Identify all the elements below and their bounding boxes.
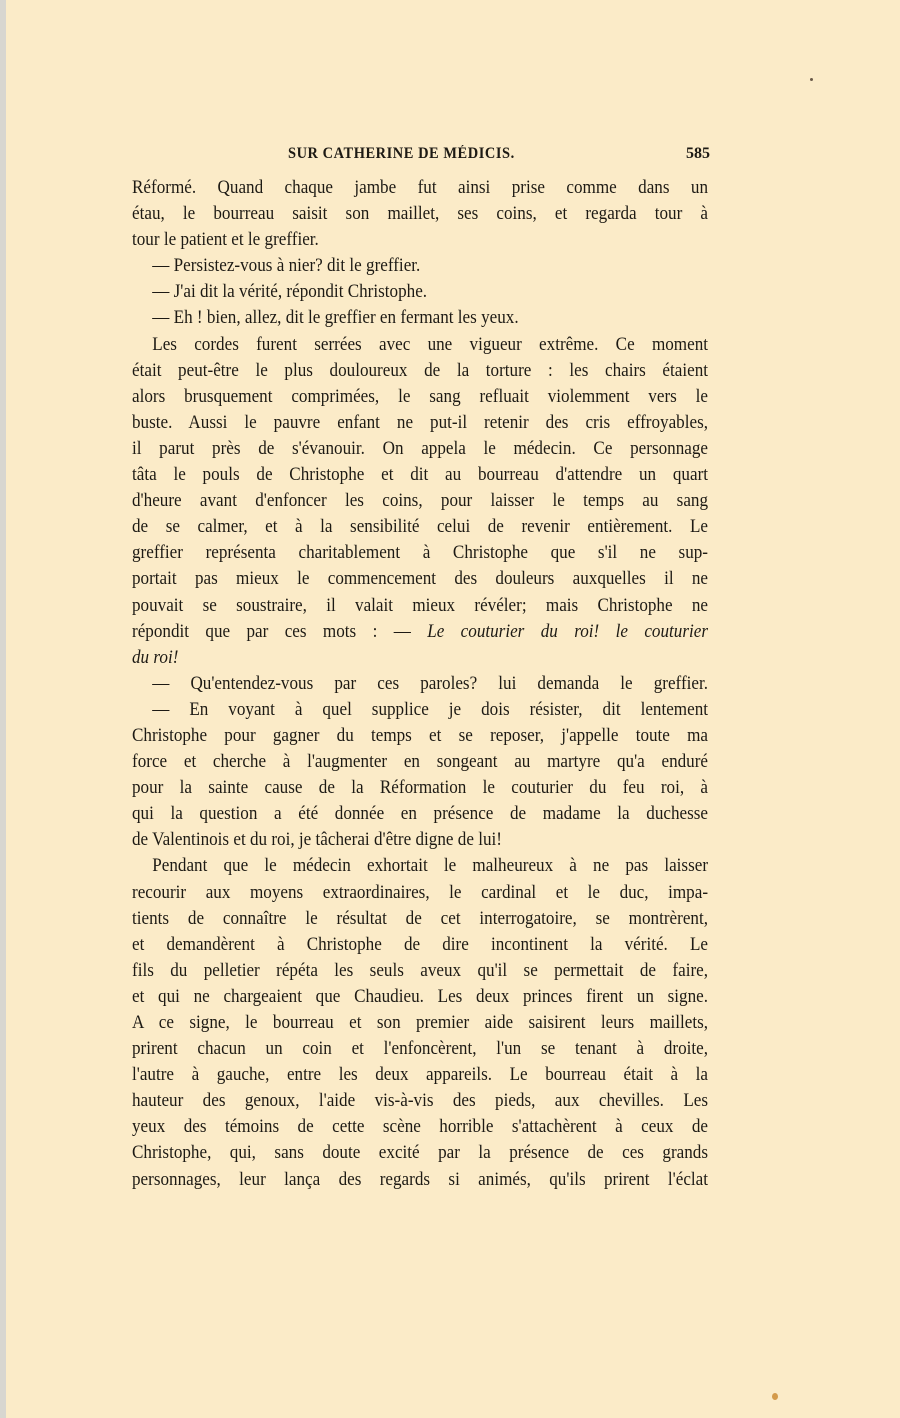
text-line-content: portait pas mieux le commencement des douleurs auxquelles il ne — [132, 568, 709, 590]
text-line-content: qui la question a été donnée en présence de madame la duchesse — [132, 803, 709, 825]
text-line-content: étau, le bourreau saisit son maillet, ses coins, et regarda tour à — [132, 203, 709, 225]
text-line — [132, 332, 708, 358]
text-line-content: — En voyant à quel supplice je dois résister, dit lentement — [152, 698, 709, 720]
text-line — [132, 1140, 708, 1166]
text-line-content: Christophe pour gagner du temps et se reposer, j'appelle toute ma — [132, 724, 709, 746]
text-line-content: A ce signe, le bourreau et son premier aide saisirent leurs maillets, — [132, 1012, 709, 1033]
text-line-content: et demandèrent à Christophe de dire incontinent la vérité. Le — [132, 933, 709, 955]
text-line — [132, 358, 708, 384]
text-line — [132, 749, 708, 775]
text-line — [132, 410, 708, 436]
text-line — [132, 645, 708, 671]
text-line — [132, 827, 708, 853]
text-line-content: recourir aux moyens extraordinaires, le cardinal et le duc, impa- — [132, 881, 709, 903]
text-line — [132, 1088, 708, 1114]
text-line — [132, 566, 708, 592]
text-line — [132, 1036, 708, 1062]
text-line — [132, 1062, 708, 1088]
text-line — [132, 958, 708, 984]
italic-quote: du roi! — [132, 646, 179, 668]
text-line-content: prirent chacun un coin et l'enfoncèrent, l'un se tenant à droite, — [132, 1038, 709, 1060]
text-line-content: était peut-être le plus douloureux de la torture : les chairs étaient — [132, 359, 709, 381]
text-line — [132, 201, 708, 227]
italic-quote: Le couturier du roi! le couturier — [427, 620, 709, 642]
text-line-content: — J'ai dit la vérité, répondit Christophe. — [152, 281, 428, 303]
text-line-content: hauteur des genoux, l'aide vis-à-vis des pieds, aux chevilles. Les — [132, 1090, 709, 1112]
text-line — [132, 540, 708, 566]
page-number: 585 — [686, 145, 710, 162]
text-line — [132, 175, 708, 201]
text-line-content: d'heure avant d'enfoncer les coins, pour laisser le temps au sang — [132, 490, 709, 512]
text-line-content: de se calmer, et à la sensibilité celui de revenir entièrement. Le — [132, 516, 709, 538]
text-line-content: de Valentinois et du roi, je tâcherai d'être digne de lui! — [132, 829, 502, 851]
text-line-content: l'autre à gauche, entre les deux appareils. Le bourreau était à la — [132, 1064, 709, 1086]
text-line — [132, 619, 708, 645]
text-line-content: Les cordes furent serrées avec une vigueur extrême. Ce moment — [152, 333, 709, 355]
text-line-content: Christophe, qui, sans doute excité par la présence de ces grands — [132, 1142, 709, 1164]
text-line — [132, 593, 708, 619]
text-line — [132, 514, 708, 540]
text-line — [132, 1114, 708, 1140]
text-line-content: greffier représenta charitablement à Christophe que s'il ne sup- — [132, 542, 709, 564]
text-line-content: il parut près de s'évanouir. On appela le médecin. Ce personnage — [132, 437, 709, 459]
text-line-content: — Eh ! bien, allez, dit le greffier en fermant les yeux. — [152, 307, 519, 329]
text-line — [132, 984, 708, 1010]
text-line-content: pour la sainte cause de la Réformation le couturier du feu roi, à — [132, 777, 709, 799]
running-title: SUR CATHERINE DE MÉDICIS. — [288, 145, 515, 162]
text-line — [132, 671, 708, 697]
text-line-content: alors brusquement comprimées, le sang refluait violemment vers le — [132, 385, 709, 407]
text-line — [132, 801, 708, 827]
text-line — [132, 775, 708, 801]
text-line-content: — Persistez-vous à nier? dit le greffier. — [152, 255, 421, 277]
text-line-content: yeux des témoins de cette scène horrible s'attachèrent à ceux de — [132, 1116, 709, 1138]
text-line-content: répondit que par ces mots : — — [132, 620, 428, 642]
text-line — [132, 305, 708, 331]
text-line-content: Pendant que le médecin exhortait le malheureux à ne pas laisser — [152, 855, 709, 877]
text-line-content: Réformé. Quand chaque jambe fut ainsi prise comme dans un — [132, 177, 709, 198]
text-line — [132, 853, 708, 879]
paper-speck — [772, 1393, 778, 1400]
text-line-content: force et cherche à l'augmenter en songeant au martyre qu'a enduré — [132, 751, 709, 773]
scan-edge-strip — [0, 0, 6, 1418]
text-line-content: tâta le pouls de Christophe et dit au bourreau d'attendre un quart — [132, 464, 709, 486]
text-line — [132, 723, 708, 749]
text-line — [132, 932, 708, 958]
text-line-content: — Qu'entendez-vous par ces paroles? lui demanda le greffier. — [152, 672, 709, 694]
text-line-content: tour le patient et le greffier. — [132, 229, 319, 251]
text-line-content: tients de connaître le résultat de cet interrogatoire, se montrèrent, — [132, 907, 709, 929]
text-line-content: personnages, leur lança des regards si animés, qu'ils prirent l'éclat — [132, 1168, 709, 1190]
text-line — [132, 488, 708, 514]
text-line — [132, 906, 708, 932]
text-line — [132, 1010, 708, 1036]
text-line — [132, 279, 708, 305]
body-text — [132, 175, 708, 1193]
text-line-content: pouvait se soustraire, il valait mieux révéler; mais Christophe ne — [132, 594, 709, 616]
text-line-content: et qui ne chargeaient que Chaudieu. Les deux princes firent un signe. — [132, 985, 709, 1007]
text-line-content: buste. Aussi le pauvre enfant ne put-il retenir des cris effroyables, — [132, 411, 709, 433]
text-line — [132, 253, 708, 279]
text-line — [132, 697, 708, 723]
text-line-content: fils du pelletier répéta les seuls aveux qu'il se permettait de faire, — [132, 959, 709, 981]
text-line — [132, 436, 708, 462]
running-head — [130, 145, 710, 167]
text-line — [132, 384, 708, 410]
text-line — [132, 1167, 708, 1193]
text-line — [132, 462, 708, 488]
text-line — [132, 880, 708, 906]
paper-speck — [810, 78, 813, 81]
text-line — [132, 227, 708, 253]
